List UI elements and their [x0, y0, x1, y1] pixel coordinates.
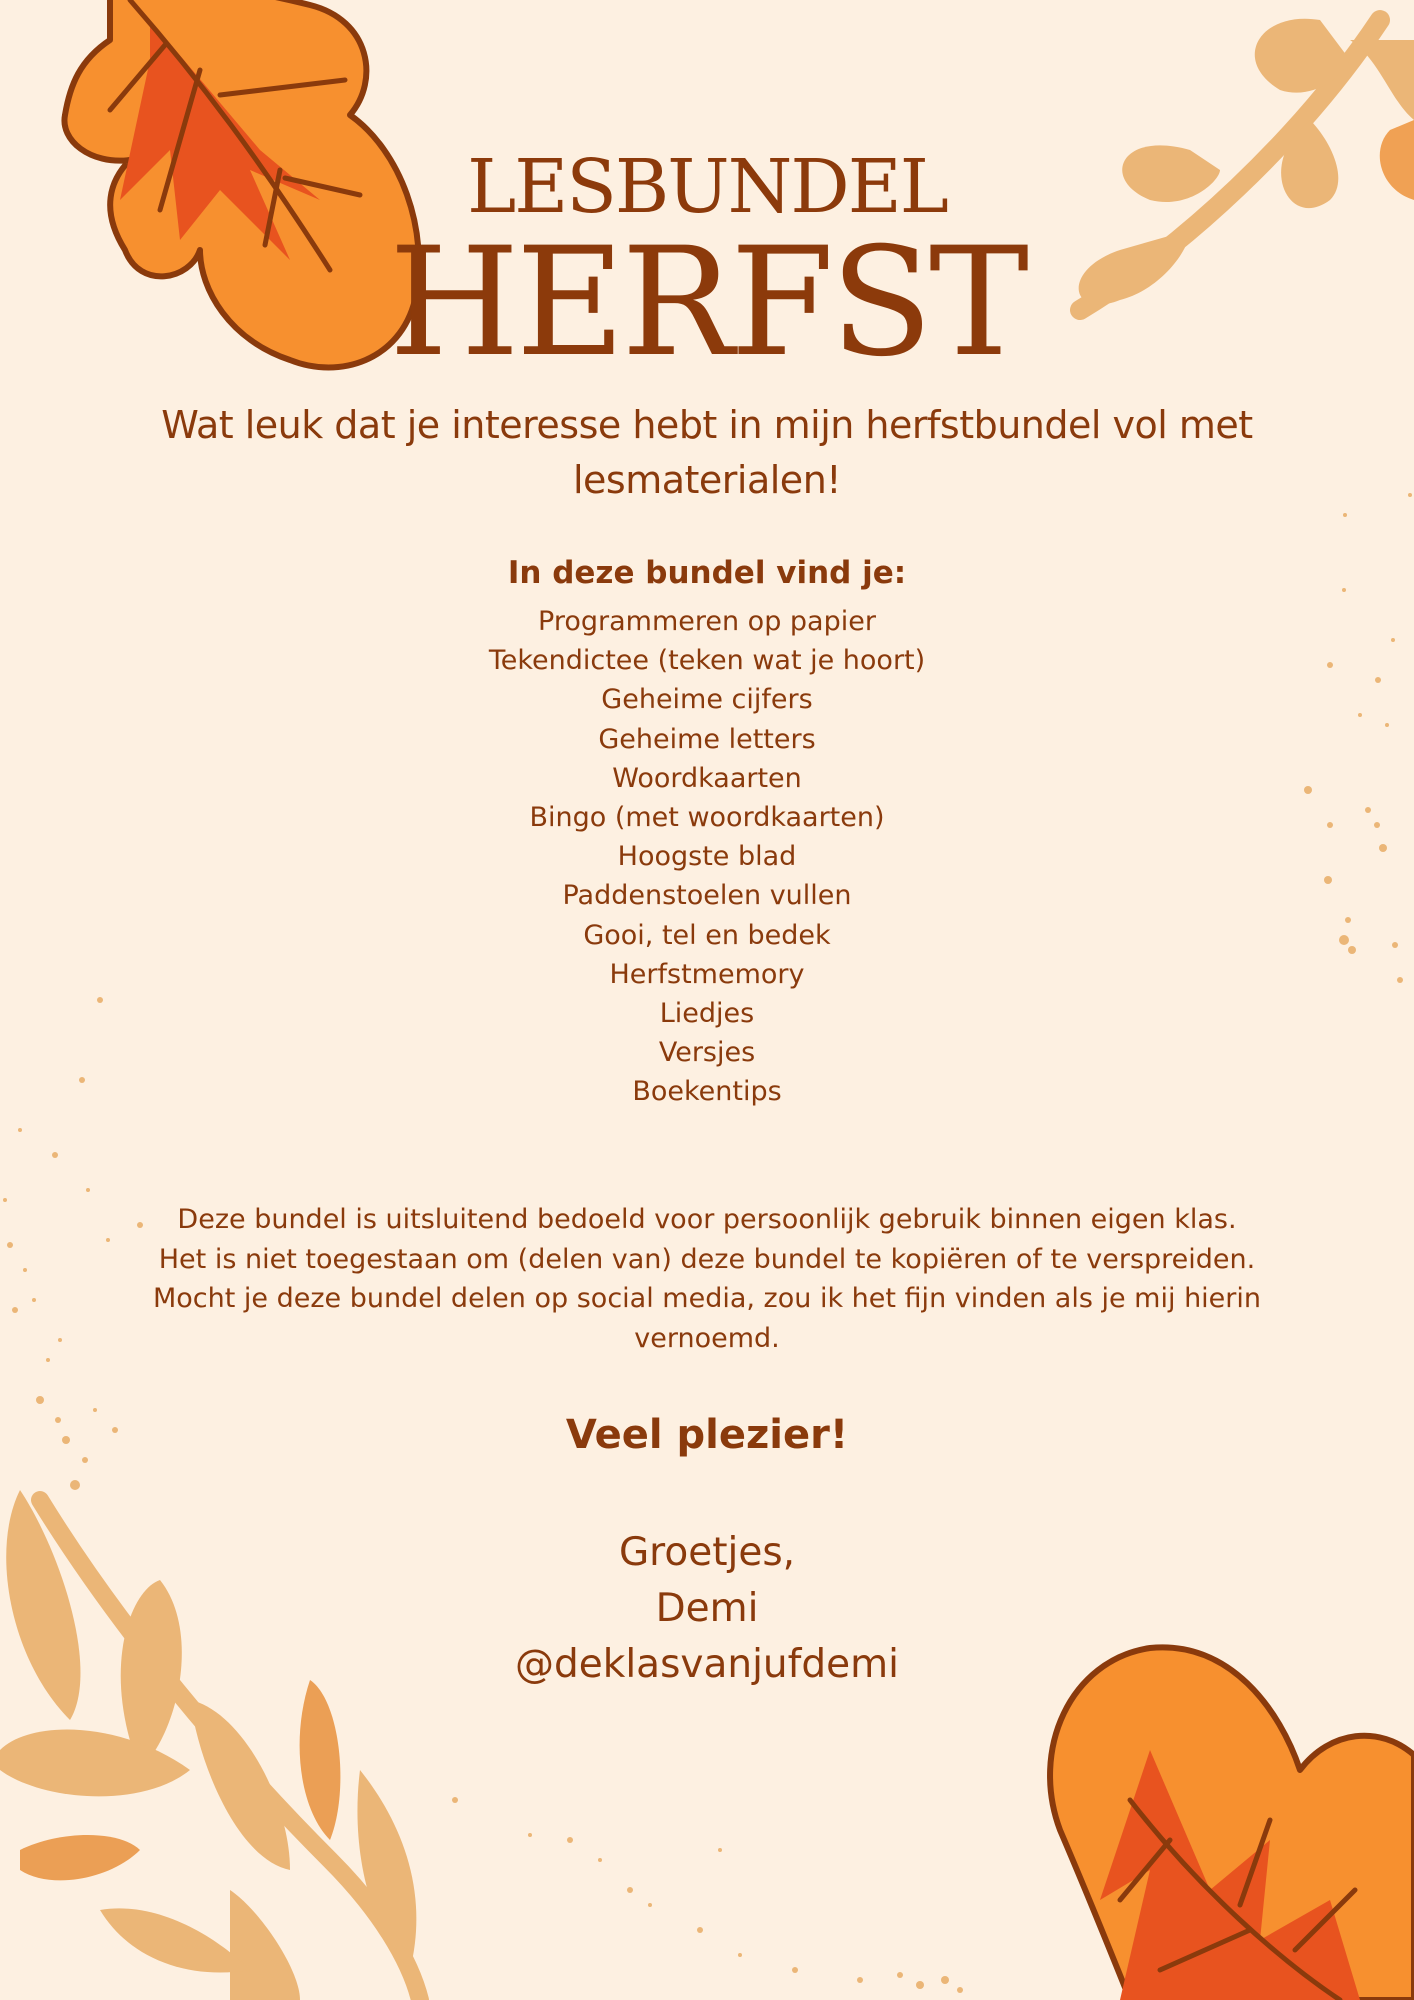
list-item: Geheime cijfers — [601, 684, 813, 716]
list-item: Versjes — [658, 1037, 756, 1069]
signoff-name: Demi — [655, 1586, 759, 1631]
intro-text: Wat leuk dat je interesse hebt in mijn herfstbundel vol met lesmaterialen! — [161, 403, 1253, 502]
list-item: Liedjes — [659, 998, 755, 1030]
list-item: Boekentips — [632, 1076, 782, 1108]
list-item: Gooi, tel en bedek — [583, 919, 831, 951]
closing-text: Veel plezier! — [565, 1412, 849, 1458]
signoff-greeting: Groetjes, — [618, 1530, 796, 1575]
speckles-bottom-icon — [440, 1780, 1000, 2000]
disclaimer-text: Deze bundel is uitsluitend bedoeld voor persoonlijk gebruik binnen eigen klas. Het is niet toegestaan om (delen van) deze bundel te kopiëren of te verspreiden. Mocht je deze bundel delen op social media, zou ik het fijn vinden als je mij hierin vernoemd. — [152, 1204, 1262, 1354]
signoff — [0, 1525, 1414, 1693]
title-herfst: HERFST — [388, 216, 1026, 390]
title-lesbundel: LESBUNDEL — [467, 144, 947, 230]
list-item: Paddenstoelen vullen — [562, 880, 852, 912]
list-item: Tekendictee (teken wat je hoort) — [488, 645, 926, 677]
list-item: Programmeren op papier — [538, 606, 876, 637]
contents-heading: In deze bundel vind je: — [507, 555, 907, 591]
list-item: Herfstmemory — [609, 958, 805, 990]
list-item: Geheime letters — [598, 723, 816, 755]
list-item: Woordkaarten — [612, 762, 802, 794]
list-item: Hoogste blad — [617, 841, 797, 873]
list-item: Bingo (met woordkaarten) — [529, 802, 885, 834]
signoff-handle: @deklasvanjufdemi — [515, 1642, 899, 1687]
contents-list — [0, 602, 1414, 1112]
oak-leaf-bottom-right-icon — [1030, 1640, 1414, 2000]
